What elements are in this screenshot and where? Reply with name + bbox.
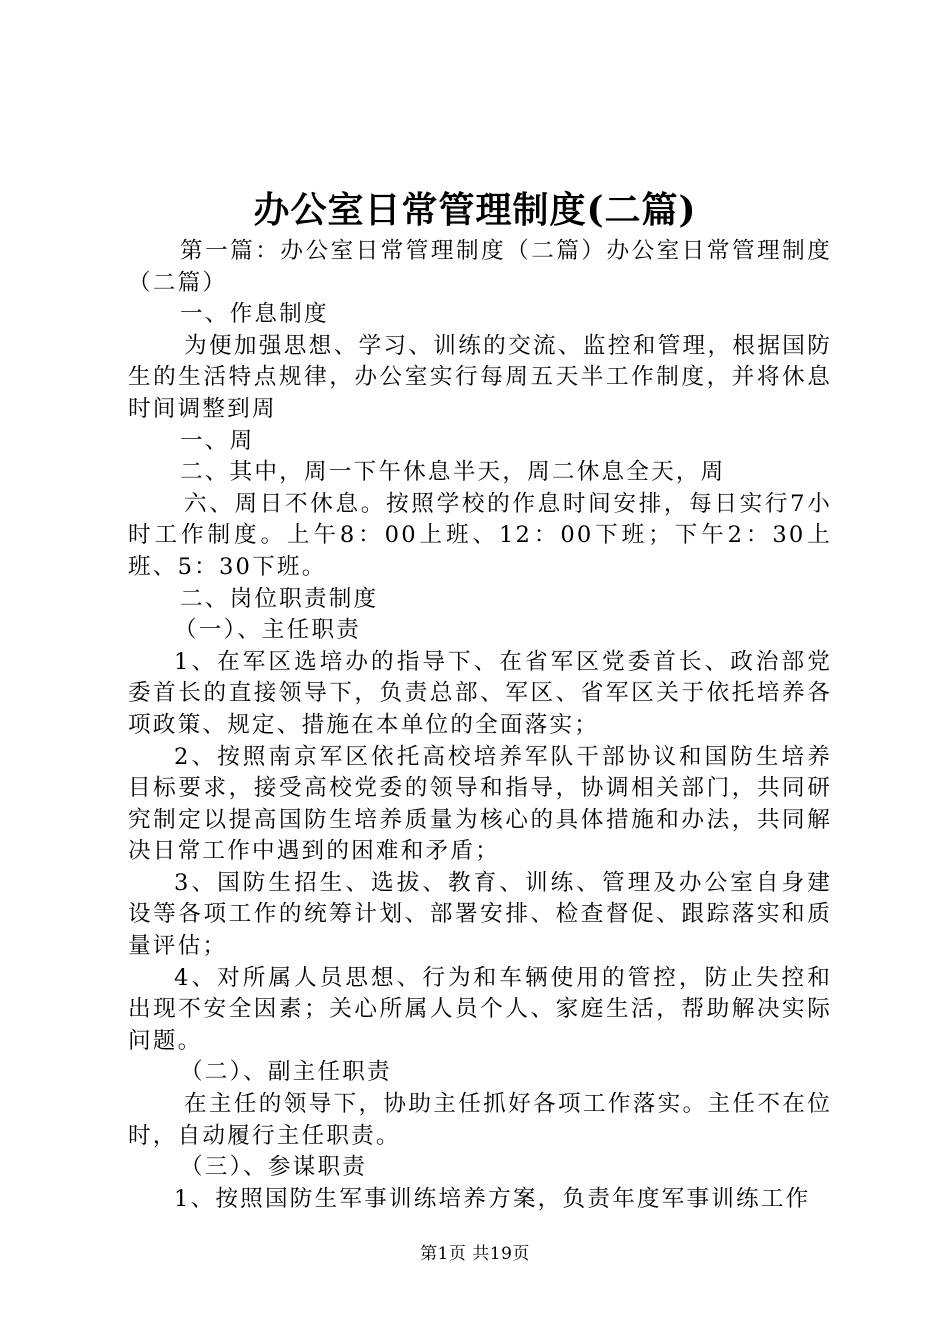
subsection-heading: （一）、主任职责 <box>174 617 362 644</box>
paragraph: 六、周日不休息。按照学校的作息时间安排，每日实行7小时工作制度。上午8：00上班、12：00下班；下午2：30上班、5：30下班。 <box>128 490 832 580</box>
subsection-heading: （二）、副主任职责 <box>180 1059 392 1086</box>
paragraph: 在主任的领导下，协助主任抓好各项工作落实。主任不在位时，自动履行主任职责。 <box>128 1091 832 1149</box>
document-title: 办公室日常管理制度(二篇) <box>253 189 697 231</box>
section-heading: 二、岗位职责制度 <box>180 585 379 612</box>
paragraph: 为便加强思想、学习、训练的交流、监控和管理，根据国防生的生活特点规律，办公室实行每周五天半工作制度，并将休息时间调整到周 <box>128 332 832 422</box>
paragraph: 1、在军区选培办的指导下、在省军区党委首长、政治部党委首长的直接领导下，负责总部、军区、省军区关于依托培养各项政策、规定、措施在本单位的全面落实； <box>128 648 832 738</box>
paragraph: 4、对所属人员思想、行为和车辆使用的管控，防止失控和出现不安全因素；关心所属人员个人、家庭生活，帮助解决实际问题。 <box>128 964 832 1054</box>
paragraph: 3、国防生招生、选拔、教育、训练、管理及办公室自身建设等各项工作的统筹计划、部署安排、检查督促、跟踪落实和质量评估； <box>128 869 832 960</box>
subsection-heading: （三）、参谋职责 <box>180 1154 368 1181</box>
section-heading: 一、作息制度 <box>180 301 329 328</box>
paragraph: 1、按照国防生军事训练培养方案，负责年度军事训练工作 <box>174 1185 811 1212</box>
paragraph: 2、按照南京军区依托高校培养军队干部协议和国防生培养目标要求，接受高校党委的领导和指导，协调相关部门，共同研究制定以提高国防生培养质量为核心的具体措施和办法，共同解决日常工作中遇到的困难和矛盾； <box>128 743 832 865</box>
page-footer: 第1页 共19页 <box>420 1244 530 1264</box>
paragraph: 第一篇：办公室日常管理制度（二篇）办公室日常管理制度（二篇） <box>128 238 832 296</box>
paragraph: 一、周 <box>180 427 255 454</box>
document-body <box>128 236 832 1215</box>
paragraph: 二、其中，周一下午休息半天，周二休息全天，周 <box>180 459 726 486</box>
